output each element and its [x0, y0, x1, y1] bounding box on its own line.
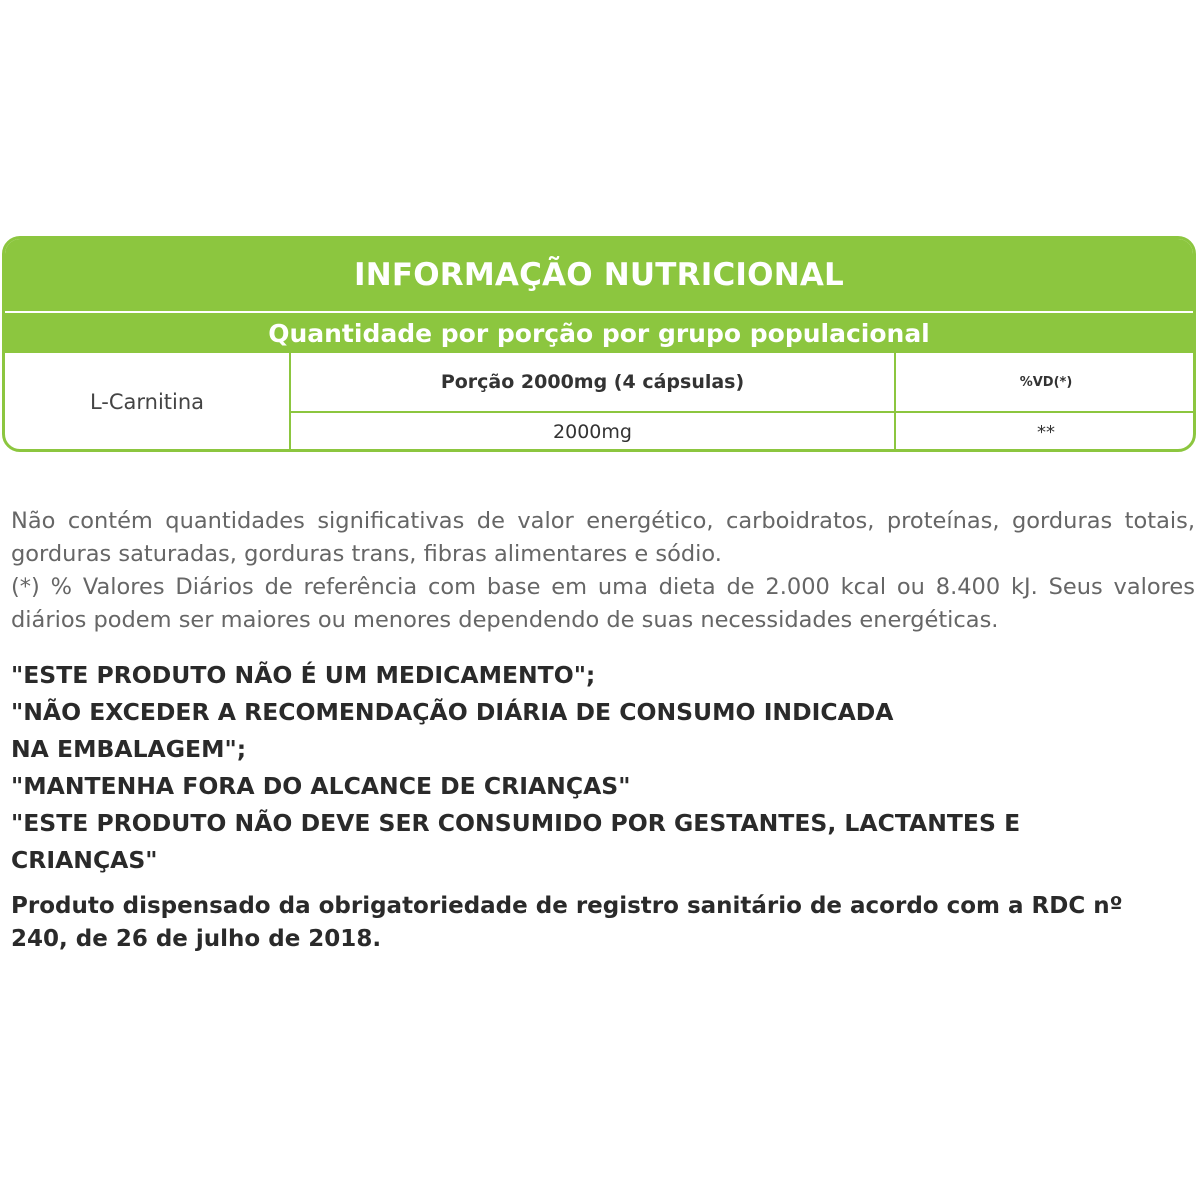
table-title: INFORMAÇÃO NUTRICIONAL — [5, 239, 1193, 311]
legal-notice — [11, 890, 1161, 956]
warning-line: CRIANÇAS" — [11, 846, 158, 874]
warning-line: "ESTE PRODUTO NÃO É UM MEDICAMENTO"; — [11, 661, 596, 689]
legal-line: 240, de 26 de julho de 2018. — [11, 926, 382, 952]
table-body — [5, 353, 1193, 451]
vd-value: ** — [1037, 421, 1055, 443]
note-not-significant: Não contém quantidades significativas de valor energético, carboidratos, proteínas, gorduras totais, gorduras saturadas, gorduras trans, fibras alimentares e sódio. — [11, 508, 1195, 567]
warning-line: "ESTE PRODUTO NÃO DEVE SER CONSUMIDO POR GESTANTES, LACTANTES E — [11, 809, 1021, 837]
nutrition-table — [2, 236, 1196, 452]
nutrition-notes — [11, 505, 1195, 637]
warning-line: "MANTENHA FORA DO ALCANCE DE CRIANÇAS" — [11, 772, 631, 800]
warnings-block — [11, 657, 1161, 879]
vd-header: %VD(*) — [896, 353, 1196, 413]
table-subtitle: Quantidade por porção por grupo populacional — [5, 311, 1193, 353]
warning-line: NA EMBALAGEM"; — [11, 735, 247, 763]
ingredient-name: L-Carnitina — [5, 353, 291, 451]
warning-line: "NÃO EXCEDER A RECOMENDAÇÃO DIÁRIA DE CONSUMO INDICADA — [11, 698, 894, 726]
portion-value: 2000mg — [291, 413, 896, 451]
portion-header: Porção 2000mg (4 cápsulas) — [291, 353, 896, 413]
note-daily-values: (*) % Valores Diários de referência com base em uma dieta de 2.000 kcal ou 8.400 kJ. Seus valores diários podem ser maiores ou menores dependendo de suas necessidades energéticas. — [11, 574, 1195, 633]
legal-line: Produto dispensado da obrigatoriedade de registro sanitário de acordo com a RDC nº — [11, 893, 1123, 919]
